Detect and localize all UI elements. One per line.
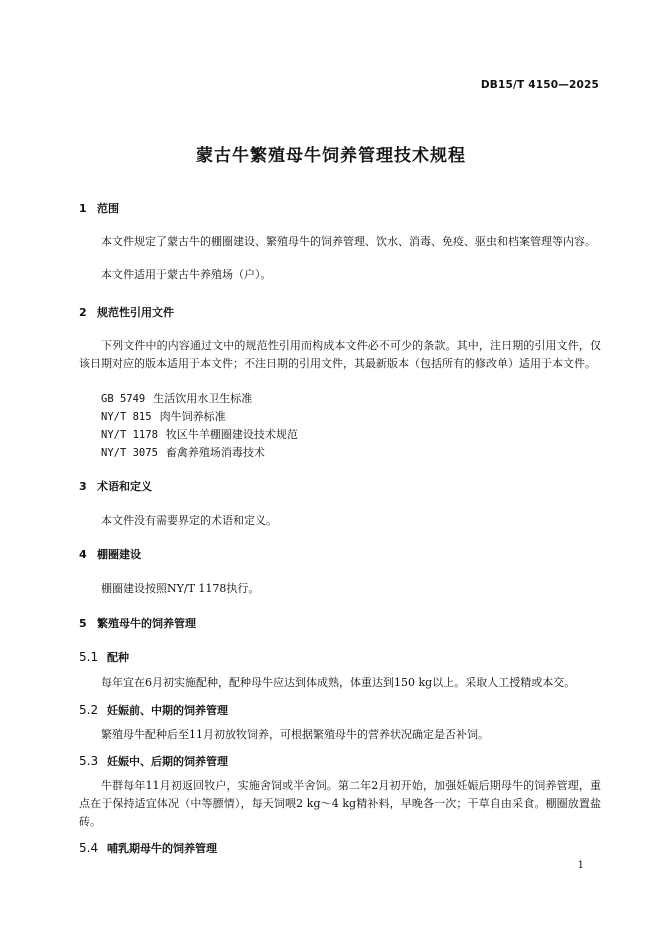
subsection-title: 妊娠中、后期的饲养管理 bbox=[107, 755, 228, 768]
section-heading-5 bbox=[79, 615, 196, 631]
subsection-title: 配种 bbox=[107, 651, 129, 664]
section-heading-2 bbox=[79, 304, 174, 320]
subsection-heading-5-1 bbox=[79, 649, 129, 665]
reference-code: NY/T 1178 bbox=[101, 429, 158, 441]
subsection-title: 哺乳期母牛的饲养管理 bbox=[107, 842, 217, 855]
section-number: 4 bbox=[79, 548, 87, 561]
paragraph: 本文件规定了蒙古牛的棚圈建设、繁殖母牛的饲养管理、饮水、消毒、免疫、驱虫和档案管理等内容。 bbox=[101, 235, 596, 248]
subsection-number: 5.3 bbox=[79, 754, 99, 768]
section-number: 1 bbox=[79, 202, 87, 215]
section-heading-3 bbox=[79, 478, 152, 494]
reference-code: NY/T 815 bbox=[101, 411, 152, 423]
paragraph: 本文件没有需要界定的术语和定义。 bbox=[101, 514, 277, 527]
reference-item bbox=[101, 390, 252, 406]
section-title: 术语和定义 bbox=[97, 480, 152, 493]
reference-name: 肉牛饲养标准 bbox=[159, 410, 226, 423]
paragraph: 下列文件中的内容通过文中的规范性引用而构成本文件必不可少的条款。其中，注日期的引用文件，仅该日期对应的版本适用于本文件；不注日期的引用文件，其最新版本（包括所有的修改单）适用于本文件。 bbox=[79, 339, 601, 370]
reference-item bbox=[101, 408, 226, 424]
section-heading-4 bbox=[79, 546, 141, 562]
subsection-number: 5.1 bbox=[79, 650, 99, 664]
paragraph: 每年宜在6月初实施配种，配种母牛应达到体成熟，体重达到150 kg以上。采取人工授精或本交。 bbox=[101, 676, 576, 689]
section-title: 规范性引用文件 bbox=[97, 306, 174, 319]
document-title: 蒙古牛繁殖母牛饲养管理技术规程 bbox=[196, 146, 466, 166]
subsection-title: 妊娠前、中期的饲养管理 bbox=[107, 704, 228, 717]
subsection-number: 5.2 bbox=[79, 703, 99, 717]
reference-item bbox=[101, 444, 265, 460]
reference-name: 生活饮用水卫生标准 bbox=[153, 392, 253, 405]
section-title: 繁殖母牛的饲养管理 bbox=[97, 617, 196, 630]
subsection-heading-5-4 bbox=[79, 840, 217, 856]
reference-code: GB 5749 bbox=[101, 393, 146, 405]
reference-name: 牧区牛羊棚圈建设技术规范 bbox=[165, 428, 298, 441]
section-number: 5 bbox=[79, 617, 87, 630]
section-number: 2 bbox=[79, 306, 87, 319]
reference-name: 畜禽养殖场消毒技术 bbox=[165, 446, 265, 459]
page-number: 1 bbox=[577, 860, 584, 871]
section-heading-1 bbox=[79, 200, 119, 216]
document-number: DB15/T 4150—2025 bbox=[480, 79, 599, 91]
section-number: 3 bbox=[79, 480, 87, 493]
reference-code: NY/T 3075 bbox=[101, 447, 158, 459]
paragraph: 棚圈建设按照NY/T 1178执行。 bbox=[101, 582, 260, 595]
subsection-number: 5.4 bbox=[79, 841, 99, 855]
reference-item bbox=[101, 426, 298, 442]
paragraph: 繁殖母牛配种后至11月初放牧饲养，可根据繁殖母牛的营养状况确定是否补饲。 bbox=[101, 728, 489, 741]
paragraph: 本文件适用于蒙古牛养殖场（户）。 bbox=[101, 268, 272, 281]
section-title: 棚圈建设 bbox=[97, 548, 141, 561]
paragraph: 牛群每年11月初返回牧户，实施舍饲或半舍饲。第二年2月初开始，加强妊娠后期母牛的饲养管理，重点在于保持适宜体况（中等膘情），每天饲喂2 kg～4 kg精补料，早晚各一次；干草自由采食。棚圈放置盐砖。 bbox=[79, 779, 601, 828]
subsection-heading-5-3 bbox=[79, 753, 228, 769]
section-title: 范围 bbox=[97, 202, 119, 215]
subsection-heading-5-2 bbox=[79, 702, 228, 718]
